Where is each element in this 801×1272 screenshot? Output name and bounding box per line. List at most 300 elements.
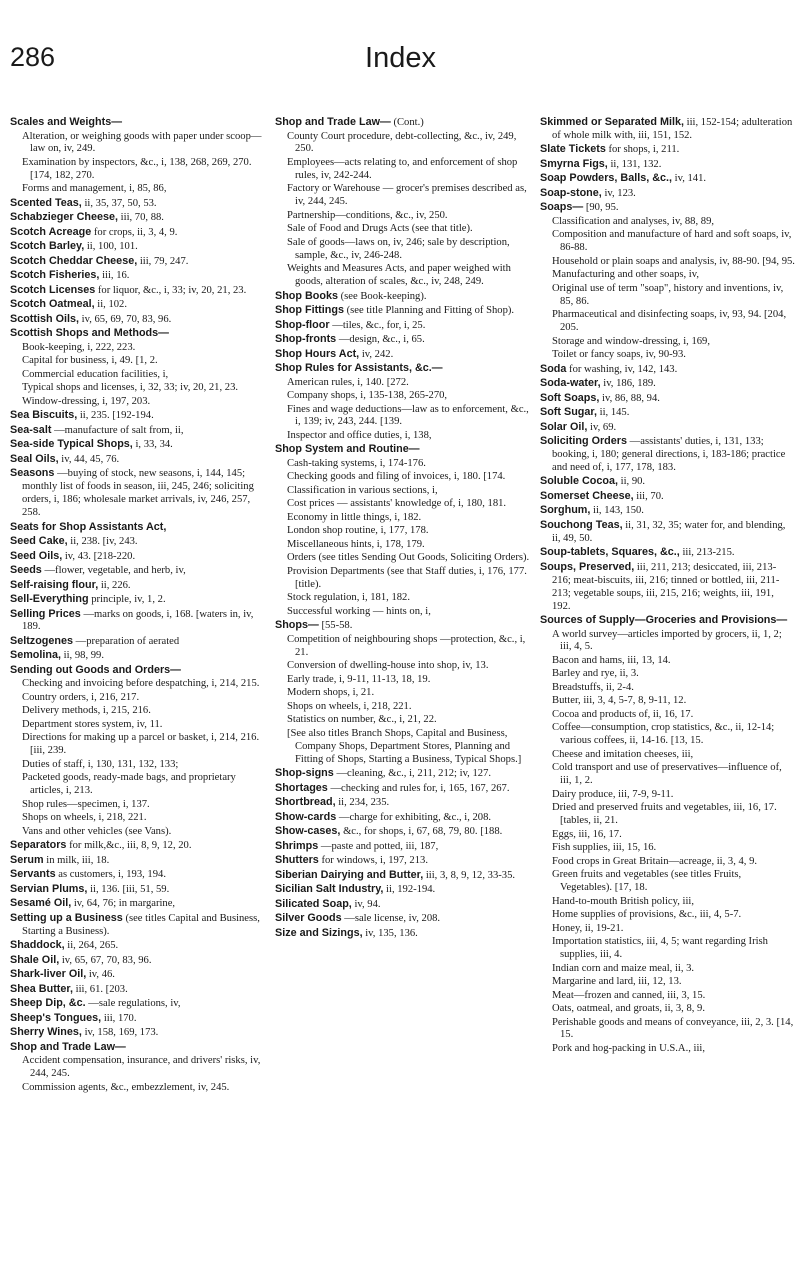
index-subentry: Shops on wheels, i, 218, 221. (287, 700, 412, 712)
index-subentry: Employees—acts relating to, and enforcement of shop rules, iv, 242-244. (287, 156, 518, 181)
index-entry-text: iv, 65, 67, 70, 83, 96. (59, 954, 152, 966)
index-entry-heading: Soaps— (540, 201, 584, 214)
index-entry-text: for crops, ii, 3, 4, 9. (91, 226, 178, 238)
index-entry (540, 421, 795, 435)
index-entry-heading: Scottish Shops and Methods— (10, 327, 169, 340)
index-subentry: Margarine and lard, iii, 12, 13. (552, 976, 682, 987)
index-entry-text: iv, 65, 69, 70, 83, 96. (79, 313, 172, 325)
index-subentry: Meat—frozen and canned, iii, 3, 15. (552, 989, 706, 1001)
index-entry-heading: Shop Hours Act, (275, 347, 360, 360)
index-entry (10, 116, 265, 130)
index-entry (10, 284, 265, 298)
index-entry-heading: Shortages (275, 781, 328, 794)
index-subentry: Book-keeping, i, 222, 223. (22, 341, 136, 353)
index-column-right (540, 116, 795, 1266)
index-entry (10, 467, 265, 520)
index-entry-heading: Servian Plums, (10, 882, 88, 895)
index-subentry: Early trade, i, 9-11, 11-13, 18, 19. (287, 673, 431, 685)
index-column-left (10, 116, 265, 1266)
index-subentry: Manufacturing and other soaps, iv, (552, 269, 699, 281)
page-title: Index (365, 42, 436, 74)
index-entry (10, 409, 265, 423)
index-entry-text: for milk,&c., iii, 8, 9, 12, 20. (66, 840, 192, 852)
index-entry (10, 664, 265, 678)
index-entry-text: —cleaning, &c., i, 211, 212; iv, 127. (333, 768, 492, 780)
index-entry-heading: Silver Goods (275, 912, 342, 925)
index-entry-text: iii, 16. (99, 270, 130, 282)
index-entry (10, 897, 265, 911)
index-entry-heading: Seal Oils, (10, 452, 59, 465)
index-subentry: Importation statistics, iii, 4, 5; want regarding Irish supplies, iii, 4. (552, 936, 768, 960)
index-entry-heading: Seeds (10, 564, 42, 577)
index-entry-heading: Sell-Everything (10, 593, 89, 606)
index-entry-heading: Sherry Wines, (10, 1026, 82, 1039)
index-entry-heading: Scotch Fisheries, (10, 269, 100, 282)
index-entry-text: iv, 141. (672, 173, 707, 185)
index-subentry: Green fruits and vegetables (see titles Fruits, Vegetables). [17, 18. (552, 869, 742, 894)
index-entry-text: for windows, i, 197, 213. (318, 855, 428, 867)
index-subentry: Modern shops, i, 21. (287, 687, 375, 699)
index-subentry: Examination by inspectors, &c., i, 138, 268, 269, 270. [174, 182, 270. (22, 156, 252, 181)
index-entry-text: ii, 31, 32, 35; water for, and blending, ii, 49, 50. (552, 519, 786, 544)
index-entry-text: ii, 234, 235. (335, 797, 390, 809)
index-subentry: London shop routine, i, 177, 178. (287, 525, 429, 537)
index-entry (275, 348, 530, 362)
index-subentry: Perishable goods and means of conveyance, iii, 2, 3. [14, 15. (552, 1016, 794, 1041)
index-entry-text: iii, 3, 8, 9, 12, 33-35. (423, 869, 516, 881)
index-entry-heading: Seed Oils, (10, 549, 63, 562)
index-entry-heading: Semolina, (10, 649, 62, 662)
index-entry-text: (Cont.) (390, 117, 424, 128)
index-subentry: Duties of staff, i, 130, 131, 132, 133; (22, 758, 179, 770)
index-entry (10, 968, 265, 982)
index-entry-heading: Show-cases, (275, 825, 341, 838)
index-subentry: Directions for making up a parcel or basket, i, 214, 216. [iii, 239. (22, 732, 260, 757)
index-entry (540, 504, 795, 518)
index-entry-heading: Sending out Goods and Orders— (10, 663, 181, 676)
index-entry (10, 1012, 265, 1026)
index-subentry: Partnership—conditions, &c., iv, 250. (287, 209, 448, 221)
index-entry (540, 614, 795, 628)
index-entry-heading: Scented Teas, (10, 196, 82, 209)
index-entry-text: i, 33, 34. (132, 439, 173, 451)
index-entry-heading: Seltzogenes (10, 634, 73, 647)
index-entry-heading: Shrimps (275, 839, 319, 852)
index-entry-text: iv, 186, 189. (600, 378, 656, 390)
index-entry (10, 649, 265, 663)
index-subentry: A world survey—articles imported by grocers, ii, 1, 2; iii, 4, 5. (552, 628, 782, 653)
index-entry (10, 839, 265, 853)
index-entry (10, 593, 265, 607)
index-subentry: American rules, i, 140. [272. (287, 376, 409, 388)
index-entry-text: ii, 100, 101. (84, 241, 138, 253)
index-subentry: Vans and other vehicles (see Vans). (22, 825, 172, 837)
index-entry (540, 377, 795, 391)
index-entry-heading: Scotch Oatmeal, (10, 298, 95, 311)
index-entry-heading: Sicilian Salt Industry, (275, 883, 384, 896)
index-columns (10, 116, 796, 1266)
index-entry (275, 767, 530, 781)
index-entry-text: iii, 170. (101, 1012, 137, 1024)
index-entry-heading: Scotch Licenses (10, 283, 96, 296)
index-subentry: Cost prices — assistants' knowledge of, i, 180, 181. (287, 498, 507, 510)
index-subentry: Checking and invoicing before despatching, i, 214, 215. (22, 678, 260, 690)
index-entry-heading: Sea-side Typical Shops, (10, 438, 133, 451)
index-subentry: Statistics on number, &c., i, 21, 22. (287, 714, 437, 726)
page-header (0, 42, 801, 92)
index-entry-text: iv, 158, 169, 173. (81, 1027, 159, 1039)
index-entry-heading: Self-raising flour, (10, 578, 99, 591)
index-entry-text: ii, 102. (94, 299, 127, 311)
index-entry-text: iv, 43. [218-220. (62, 550, 136, 562)
index-entry-text: ii, 264, 265. (64, 940, 119, 952)
index-entry-heading: Soft Soaps, (540, 391, 600, 404)
index-entry-text: ii, 136. [iii, 51, 59. (87, 883, 170, 895)
index-entry-text: —sale regulations, iv, (85, 998, 181, 1010)
index-entry-text: iii, 61. [203. (73, 983, 128, 995)
index-entry-text: iv, 242. (359, 348, 394, 360)
index-subentry: Home supplies of provisions, &c., iii, 4, 5-7. (552, 909, 742, 921)
index-entry (10, 226, 265, 240)
index-entry-heading: Smyrna Figs, (540, 157, 608, 170)
index-entry-text: as customers, i, 193, 194. (55, 869, 166, 881)
index-entry-heading: Shop System and Routine— (275, 443, 420, 456)
index-entry-text: iii, 70. (633, 490, 664, 502)
index-entry-heading: Sheep's Tongues, (10, 1011, 102, 1024)
index-entry (275, 854, 530, 868)
index-entry (10, 854, 265, 868)
index-subentry: Dried and preserved fruits and vegetables, iii, 16, 17. [tables, ii, 21. (552, 802, 777, 827)
index-entry (275, 304, 530, 318)
index-subentry: Indian corn and maize meal, ii, 3. (552, 962, 695, 974)
index-entry-heading: Skimmed or Separated Milk, (540, 116, 685, 128)
index-entry (275, 333, 530, 347)
index-entry (10, 883, 265, 897)
index-entry-text: ii, 235. [192-194. (77, 410, 154, 422)
index-subentry: Food crops in Great Britain—acreage, ii, 3, 4, 9. (552, 855, 758, 867)
index-entry (275, 319, 530, 333)
index-entry-text: iv, 94. (351, 898, 381, 910)
index-entry-text: ii, 90. (618, 476, 646, 488)
index-entry-heading: Souchong Teas, (540, 518, 623, 531)
index-subentry: Classification and analyses, iv, 88, 89, (552, 215, 715, 227)
index-entry (540, 490, 795, 504)
index-entry (10, 453, 265, 467)
index-entry (275, 619, 530, 633)
index-entry (275, 362, 530, 376)
index-entry (540, 172, 795, 186)
index-entry-heading: Soap-stone, (540, 186, 602, 199)
index-entry-text: iv, 123. (601, 187, 636, 199)
index-entry-text: —marks on goods, i, 168. [waters in, iv, 189. (22, 608, 254, 633)
index-entry-heading: Slate Tickets (540, 143, 606, 156)
index-entry (10, 298, 265, 312)
index-subentry: Cheese and imitation cheeses, iii, (552, 748, 694, 760)
index-entry-text: ii, 145. (597, 407, 630, 419)
index-entry-heading: Scotch Barley, (10, 240, 85, 253)
index-subentry: Breadstuffs, ii, 2-4. (552, 681, 634, 693)
index-entry-heading: Soluble Cocoa, (540, 475, 618, 488)
index-entry-heading: Shark-liver Oil, (10, 968, 87, 981)
index-entry (275, 796, 530, 810)
index-subentry: Inspector and office duties, i, 138, (287, 429, 432, 441)
index-entry-text: (see titles Capital and Business, Starting a Business). (22, 912, 260, 937)
index-subentry: Butter, iii, 3, 4, 5-7, 8, 9-11, 12. (552, 695, 687, 707)
index-entry-heading: Serum (10, 853, 44, 866)
index-entry-text: —flower, vegetable, and herb, iv, (41, 565, 186, 577)
index-entry-text: —preparation of aerated (73, 635, 180, 647)
index-entry-text: ii, 98, 99. (61, 650, 104, 662)
index-subentry: Checking goods and filing of invoices, i, 180. [174. (287, 471, 506, 483)
index-entry-heading: Show-cards (275, 810, 337, 823)
index-entry-text: ii, 226. (98, 579, 131, 591)
index-subentry: Stock regulation, i, 181, 182. (287, 592, 410, 604)
index-entry-text: —checking and rules for, i, 165, 167, 267. (327, 782, 510, 794)
index-entry-heading: Shutters (275, 854, 319, 867)
index-entry-heading: Schabzieger Cheese, (10, 211, 119, 224)
index-entry-heading: Scotch Acreage (10, 225, 92, 238)
index-entry (10, 1026, 265, 1040)
index-entry-heading: Sea Biscuits, (10, 409, 78, 422)
index-entry (10, 535, 265, 549)
index-subentry: Competition of neighbouring shops —protection, &c., i, 21. (287, 633, 526, 658)
index-entry-heading: Shale Oil, (10, 953, 60, 966)
index-entry-heading: Selling Prices (10, 607, 81, 620)
index-entry-heading: Servants (10, 868, 56, 881)
index-entry-heading: Shortbread, (275, 796, 336, 809)
index-subentry: Barley and rye, ii, 3. (552, 668, 639, 680)
index-entry (10, 211, 265, 225)
index-entry-heading: Sorghum, (540, 504, 591, 517)
index-entry-text: ii, 192-194. (383, 884, 436, 896)
index-entry (540, 201, 795, 215)
index-subentry: Delivery methods, i, 215, 216. (22, 705, 151, 717)
index-entry (10, 983, 265, 997)
index-entry (275, 912, 530, 926)
index-entry-text: iv, 64, 76; in margarine, (71, 898, 176, 910)
page-number: 286 (10, 42, 56, 72)
index-entry-text: (see title Planning and Fitting of Shop). (343, 305, 515, 317)
index-entry-text: for shops, i, 211. (605, 144, 680, 156)
index-subentry: Coffee—consumption, crop statistics, &c., ii, 12-14; various coffees, ii, 14-16. [13, 15. (552, 722, 775, 747)
index-entry-heading: Shop Rules for Assistants, &c.— (275, 362, 443, 375)
index-entry-heading: Soda (540, 362, 567, 375)
index-entry-text: for liquor, &c., i, 33; iv, 20, 21, 23. (95, 284, 247, 296)
index-entry (275, 443, 530, 457)
index-entry-text: ii, 143, 150. (590, 505, 644, 517)
index-entry-heading: Shop Books (275, 289, 338, 302)
index-entry (540, 143, 795, 157)
index-entry-heading: Shop-signs (275, 767, 334, 780)
index-subentry: [See also titles Branch Shops, Capital and Business, Company Shops, Department Stores, Planning and Fitting of Shops, Starting a Business, Typical Shops.] (287, 727, 522, 765)
index-entry-heading: Shops— (275, 619, 319, 632)
index-entry-heading: Soft Sugar, (540, 406, 597, 419)
index-entry-heading: Siberian Dairying and Butter, (275, 868, 424, 881)
index-entry (275, 927, 530, 941)
index-subentry: Orders (see titles Sending Out Goods, Soliciting Orders). (287, 552, 530, 564)
index-subentry: Pork and hog-packing in U.S.A., iii, (552, 1042, 706, 1054)
index-subentry: Window-dressing, i, 197, 203. (22, 395, 151, 407)
index-subentry: Storage and window-dressing, i, 169, (552, 335, 711, 347)
index-entry-text: —buying of stock, new seasons, i, 144, 145; monthly list of foods in season, iii, 245, 246; soliciting orders, i, 186; wholesale market arrivals, iv, 246, 257, 258. (22, 468, 254, 519)
index-entry-heading: Scottish Oils, (10, 312, 79, 325)
index-subentry: Fines and wage deductions—law as to enforcement, &c., i, 139; iv, 243, 244. [139. (287, 403, 529, 428)
index-subentry: Classification in various sections, i, (287, 484, 438, 496)
index-entry-text: iii, 211, 213; desiccated, iii, 213-216; meat-biscuits, iii, 216; tinned or bottled, iii, 211-213; vegetable soups, iii, 215, 216; weights, iii, 191, 192. (552, 561, 780, 612)
index-subentry: Toilet or fancy soaps, iv, 90-93. (552, 349, 686, 361)
index-entry-heading: Shop Fittings (275, 304, 344, 317)
index-entry-heading: Shop and Trade Law— (10, 1040, 126, 1053)
index-entry-heading: Shop-fronts (275, 333, 337, 346)
index-entry-text: [90, 95. (583, 202, 619, 214)
index-entry-heading: Separators (10, 839, 67, 852)
index-subentry: Hand-to-mouth British policy, iii, (552, 895, 695, 907)
index-entry (10, 521, 265, 535)
index-subentry: Miscellaneous hints, i, 178, 179. (287, 538, 425, 550)
index-subentry: Typical shops and licenses, i, 32, 33; iv, 20, 21, 23. (22, 382, 239, 394)
index-subentry: Sale of Food and Drugs Acts (see that title). (287, 223, 473, 235)
index-subentry: Packeted goods, ready-made bags, and proprietary articles, i, 213. (22, 772, 236, 797)
index-entry (10, 550, 265, 564)
index-entry (540, 546, 795, 560)
index-entry-text: iii, 79, 247. (137, 255, 189, 267)
index-subentry: Eggs, iii, 16, 17. (552, 828, 622, 840)
index-entry (275, 116, 530, 130)
index-entry (540, 519, 795, 546)
index-entry (540, 435, 795, 475)
index-entry (10, 240, 265, 254)
index-entry-text: —sale license, iv, 208. (341, 913, 441, 925)
index-entry (10, 954, 265, 968)
index-entry-text: —manufacture of salt from, ii, (51, 424, 184, 436)
index-column-middle (275, 116, 530, 1266)
index-entry-text: &c., for shops, i, 67, 68, 79, 80. [188. (340, 826, 503, 838)
index-entry (540, 187, 795, 201)
index-entry-text: ii, 131, 132. (607, 158, 662, 170)
index-entry-heading: Soups, Preserved, (540, 560, 635, 573)
index-entry-heading: Soliciting Orders (540, 435, 627, 448)
index-subentry: Economy in little things, i, 182. (287, 511, 422, 523)
index-entry-text: principle, iv, 1, 2. (88, 594, 166, 606)
index-entry-heading: Sheep Dip, &c. (10, 997, 86, 1010)
index-subentry: Dairy produce, iii, 7-9, 9-11. (552, 788, 674, 800)
index-entry (275, 869, 530, 883)
index-entry (540, 363, 795, 377)
index-entry-heading: Size and Sizings, (275, 926, 363, 939)
index-subentry: Company shops, i, 135-138, 265-270, (287, 390, 448, 402)
index-entry-heading: Scales and Weights— (10, 116, 123, 128)
index-subentry: Provision Departments (see that Staff duties, i, 176, 177. [title). (287, 565, 527, 590)
index-entry (10, 579, 265, 593)
index-subentry: Composition and manufacture of hard and soft soaps, iv, 86-88. (552, 229, 792, 254)
index-entry-text: —charge for exhibiting, &c., i, 208. (336, 811, 492, 823)
index-entry-text: —paste and potted, iii, 187, (318, 840, 439, 852)
index-entry-text: iv, 44, 45, 76. (58, 453, 120, 465)
index-entry (10, 939, 265, 953)
index-subentry: Cold transport and use of preservatives—influence of, iii, 1, 2. (552, 762, 782, 787)
index-subentry: Pharmaceutical and disinfecting soaps, iv, 93, 94. [204, 205. (552, 309, 787, 334)
index-subentry: Forms and management, i, 85, 86, (22, 183, 167, 195)
index-subentry: Bacon and hams, iii, 13, 14. (552, 654, 671, 666)
index-entry-heading: Seasons (10, 467, 55, 480)
index-entry (275, 290, 530, 304)
index-entry (10, 1041, 265, 1055)
index-subentry: Commercial education facilities, i, (22, 368, 169, 380)
index-entry (10, 269, 265, 283)
index-subentry: Shops on wheels, i, 218, 221. (22, 812, 147, 824)
index-entry (10, 635, 265, 649)
index-subentry: Capital for business, i, 49. [1, 2. (22, 355, 158, 367)
index-entry-text: iv, 86, 88, 94. (599, 392, 660, 404)
index-entry (540, 392, 795, 406)
index-entry-heading: Shop and Trade Law— (275, 116, 391, 128)
index-entry (275, 825, 530, 839)
index-entry (540, 406, 795, 420)
index-entry (275, 811, 530, 825)
index-subentry: Factory or Warehouse — grocer's premises described as, iv, 244, 245. (287, 183, 527, 208)
index-subentry: Conversion of dwelling-house into shop, iv, 13. (287, 660, 489, 672)
index-entry (275, 898, 530, 912)
index-entry-heading: Soup-tablets, Squares, &c., (540, 546, 680, 559)
index-entry (10, 912, 265, 939)
index-subentry: Alteration, or weighing goods with paper under scoop—law on, iv, 249. (22, 130, 262, 155)
index-entry (10, 438, 265, 452)
index-entry-text: ii, 238. [iv, 243. (67, 536, 138, 548)
index-subentry: Fish supplies, iii, 15, 16. (552, 842, 657, 854)
index-entry (10, 868, 265, 882)
index-entry-heading: Sources of Supply—Groceries and Provisions— (540, 614, 788, 627)
index-entry-text: —design, &c., i, 65. (336, 334, 425, 346)
index-entry-heading: Seed Cake, (10, 535, 68, 548)
index-entry-text: [55-58. (318, 620, 353, 632)
index-subentry: County Court procedure, debt-collecting, &c., iv, 249, 250. (287, 130, 517, 155)
index-subentry: Household or plain soaps and analysis, iv, 88-90. [94, 95. (552, 255, 795, 267)
index-entry-heading: Seats for Shop Assistants Act, (10, 520, 167, 533)
index-entry-text: iii, 152-154; adulteration of whole milk with, iii, 151, 152. (552, 117, 793, 141)
index-entry-heading: Somerset Cheese, (540, 489, 634, 502)
index-subentry: Weights and Measures Acts, and paper weighed with goods, alteration of scales, &c., iv, 248, 249. (287, 263, 511, 288)
index-entry-text: ii, 35, 37, 50, 53. (81, 197, 157, 209)
index-entry (10, 327, 265, 341)
index-entry (10, 313, 265, 327)
index-subentry: Sale of goods—laws on, iv, 246; sale by description, sample, &c., iv, 246-248. (287, 236, 510, 261)
index-entry (10, 564, 265, 578)
index-subentry: Accident compensation, insurance, and drivers' risks, iv, 244, 245. (22, 1055, 261, 1080)
index-entry-heading: Shea Butter, (10, 982, 73, 995)
index-entry (540, 561, 795, 614)
index-entry-text: iii, 213-215. (679, 547, 735, 559)
index-entry (10, 424, 265, 438)
index-entry-heading: Shop-floor (275, 318, 330, 331)
index-subentry: Country orders, i, 216, 217. (22, 691, 140, 703)
index-entry-text: for washing, iv, 142, 143. (566, 363, 678, 375)
index-entry-text: iv, 135, 136. (362, 927, 418, 939)
index-entry-heading: Silicated Soap, (275, 897, 352, 910)
index-subentry: Cocoa and products of, ii, 16, 17. (552, 708, 694, 720)
index-entry (275, 883, 530, 897)
index-subentry: Original use of term "soap", history and inventions, iv, 85, 86. (552, 282, 784, 307)
index-entry (275, 840, 530, 854)
index-entry-text: iv, 46. (86, 969, 115, 981)
index-entry (540, 158, 795, 172)
index-entry-heading: Solar Oil, (540, 420, 588, 433)
index-entry-heading: Shaddock, (10, 939, 65, 952)
index-entry-heading: Setting up a Business (10, 911, 123, 924)
index-subentry: Honey, ii, 19-21. (552, 922, 624, 934)
index-entry (540, 475, 795, 489)
index-entry (10, 997, 265, 1011)
index-entry-heading: Sesamé Oil, (10, 897, 72, 910)
